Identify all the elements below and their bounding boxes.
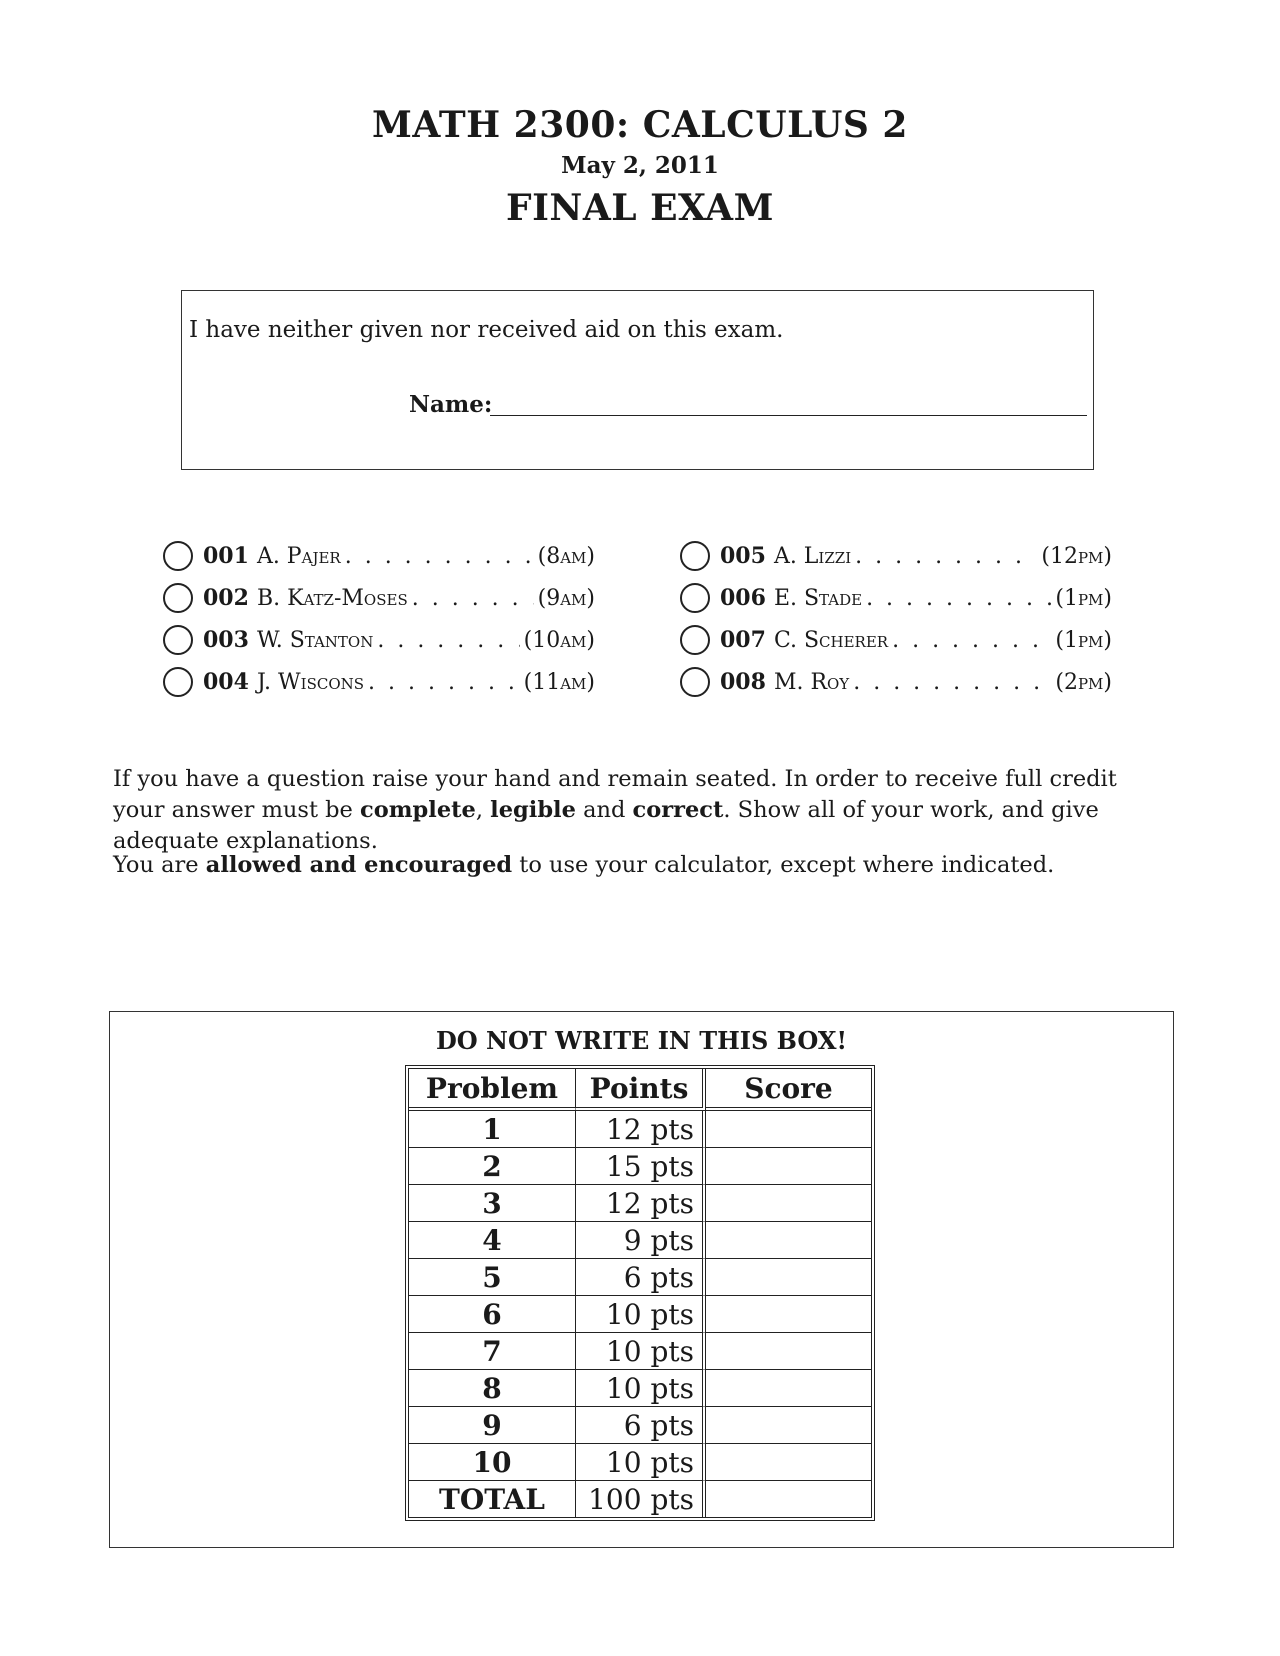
score-cell[interactable] xyxy=(706,1333,871,1370)
grading-box xyxy=(109,1011,1174,1548)
exam-date: May 2, 2011 xyxy=(561,152,719,179)
instructions-text: , xyxy=(475,797,491,823)
instructor-name: E. Stade xyxy=(773,585,863,611)
section-number: 007 xyxy=(720,627,766,653)
leader-dots xyxy=(368,670,520,695)
section-number: 003 xyxy=(203,627,249,653)
score-cell[interactable] xyxy=(706,1222,871,1259)
header-score: Score xyxy=(706,1069,871,1111)
emphasis-allowed: allowed and encouraged xyxy=(205,852,513,878)
section-time: (1pm) xyxy=(1055,585,1112,611)
emphasis-legible: legible xyxy=(490,797,576,823)
instructor-name: C. Scherer xyxy=(773,627,889,653)
points-value: 10 pts xyxy=(576,1444,706,1481)
problem-number: 2 xyxy=(409,1148,576,1185)
section-time: (12pm) xyxy=(1041,543,1112,569)
honor-statement: I have neither given nor received aid on this exam. xyxy=(189,317,784,343)
instructor-name: M. Roy xyxy=(773,669,850,695)
honor-pledge-box xyxy=(181,290,1094,470)
section-time: (2pm) xyxy=(1055,669,1112,695)
points-value: 10 pts xyxy=(576,1296,706,1333)
section-number: 002 xyxy=(203,585,249,611)
section-time: (9am) xyxy=(537,585,595,611)
problem-number: 9 xyxy=(409,1407,576,1444)
radio-circle-icon[interactable] xyxy=(680,583,710,613)
score-cell[interactable] xyxy=(706,1444,871,1481)
leader-dots xyxy=(345,544,534,569)
problem-number: TOTAL xyxy=(409,1481,576,1517)
leader-dots xyxy=(866,586,1051,611)
points-value: 10 pts xyxy=(576,1370,706,1407)
radio-circle-icon[interactable] xyxy=(163,583,193,613)
section-option[interactable] xyxy=(680,535,1112,577)
problem-number: 10 xyxy=(409,1444,576,1481)
grading-box-heading: DO NOT WRITE IN THIS BOX! xyxy=(435,1026,848,1055)
instructions-text: If you have a question raise your hand and remain seated. In order to receive full credit your answer must be xyxy=(113,766,1117,823)
score-cell[interactable] xyxy=(706,1259,871,1296)
section-option[interactable] xyxy=(680,577,1112,619)
instructions-text: . Show all of your work, and give adequate explanations. xyxy=(113,797,1099,854)
section-option[interactable] xyxy=(163,535,595,577)
section-number: 008 xyxy=(720,669,766,695)
points-value: 12 pts xyxy=(576,1185,706,1222)
section-number: 005 xyxy=(720,543,766,569)
calculator-note xyxy=(113,850,1173,881)
points-value: 9 pts xyxy=(576,1222,706,1259)
section-number: 006 xyxy=(720,585,766,611)
problem-number: 8 xyxy=(409,1370,576,1407)
section-time: (8am) xyxy=(537,543,595,569)
emphasis-complete: complete xyxy=(360,797,476,823)
problem-number: 4 xyxy=(409,1222,576,1259)
problem-number: 7 xyxy=(409,1333,576,1370)
problem-number: 3 xyxy=(409,1185,576,1222)
table-row xyxy=(409,1370,871,1407)
table-row xyxy=(409,1111,871,1148)
radio-circle-icon[interactable] xyxy=(163,541,193,571)
table-row xyxy=(409,1407,871,1444)
radio-circle-icon[interactable] xyxy=(680,625,710,655)
table-row xyxy=(409,1222,871,1259)
exam-course-title: MATH 2300: CALCULUS 2 xyxy=(372,104,908,146)
leader-dots xyxy=(855,544,1037,569)
instructor-name: A. Pajer xyxy=(256,543,341,569)
exam-title: FINAL EXAM xyxy=(506,187,774,229)
section-time: (11am) xyxy=(523,669,595,695)
instructor-name: W. Stanton xyxy=(256,627,374,653)
table-row xyxy=(409,1444,871,1481)
radio-circle-icon[interactable] xyxy=(680,541,710,571)
emphasis-correct: correct xyxy=(632,797,724,823)
instructions-paragraph xyxy=(113,764,1173,857)
header-points: Points xyxy=(576,1069,706,1111)
problem-number: 1 xyxy=(409,1111,576,1148)
section-time: (1pm) xyxy=(1055,627,1112,653)
points-value: 6 pts xyxy=(576,1407,706,1444)
points-value: 10 pts xyxy=(576,1333,706,1370)
points-value: 12 pts xyxy=(576,1111,706,1148)
header-problem: Problem xyxy=(409,1069,576,1111)
table-row xyxy=(409,1296,871,1333)
radio-circle-icon[interactable] xyxy=(680,667,710,697)
leader-dots xyxy=(853,670,1051,695)
score-table xyxy=(405,1065,875,1521)
problem-number: 5 xyxy=(409,1259,576,1296)
name-field[interactable] xyxy=(490,415,1087,416)
score-cell[interactable] xyxy=(706,1407,871,1444)
score-cell[interactable] xyxy=(706,1185,871,1222)
score-cell[interactable] xyxy=(706,1481,871,1517)
calculator-text: to use your calculator, except where indicated. xyxy=(512,852,1055,878)
section-option[interactable] xyxy=(163,661,595,703)
points-value: 100 pts xyxy=(576,1481,706,1517)
leader-dots xyxy=(412,586,534,611)
score-cell[interactable] xyxy=(706,1370,871,1407)
points-value: 15 pts xyxy=(576,1148,706,1185)
instructor-name: A. Lizzi xyxy=(773,543,852,569)
radio-circle-icon[interactable] xyxy=(163,625,193,655)
section-option[interactable] xyxy=(680,619,1112,661)
table-row xyxy=(409,1259,871,1296)
score-cell[interactable] xyxy=(706,1111,871,1148)
instructions-text: and xyxy=(575,797,633,823)
problem-number: 6 xyxy=(409,1296,576,1333)
section-option[interactable] xyxy=(163,619,595,661)
instructor-name: J. Wiscons xyxy=(256,669,365,695)
points-value: 6 pts xyxy=(576,1259,706,1296)
table-row xyxy=(409,1333,871,1370)
table-row xyxy=(409,1481,871,1517)
radio-circle-icon[interactable] xyxy=(163,667,193,697)
table-row xyxy=(409,1148,871,1185)
table-row xyxy=(409,1185,871,1222)
section-time: (10am) xyxy=(523,627,595,653)
score-cell[interactable] xyxy=(706,1296,871,1333)
instructor-name: B. Katz-Moses xyxy=(256,585,408,611)
name-label: Name: xyxy=(409,391,493,418)
section-option[interactable] xyxy=(680,661,1112,703)
section-number: 001 xyxy=(203,543,249,569)
score-cell[interactable] xyxy=(706,1148,871,1185)
section-option[interactable] xyxy=(163,577,595,619)
section-number: 004 xyxy=(203,669,249,695)
leader-dots xyxy=(377,628,519,653)
calculator-text: You are xyxy=(113,852,206,878)
leader-dots xyxy=(892,628,1051,653)
